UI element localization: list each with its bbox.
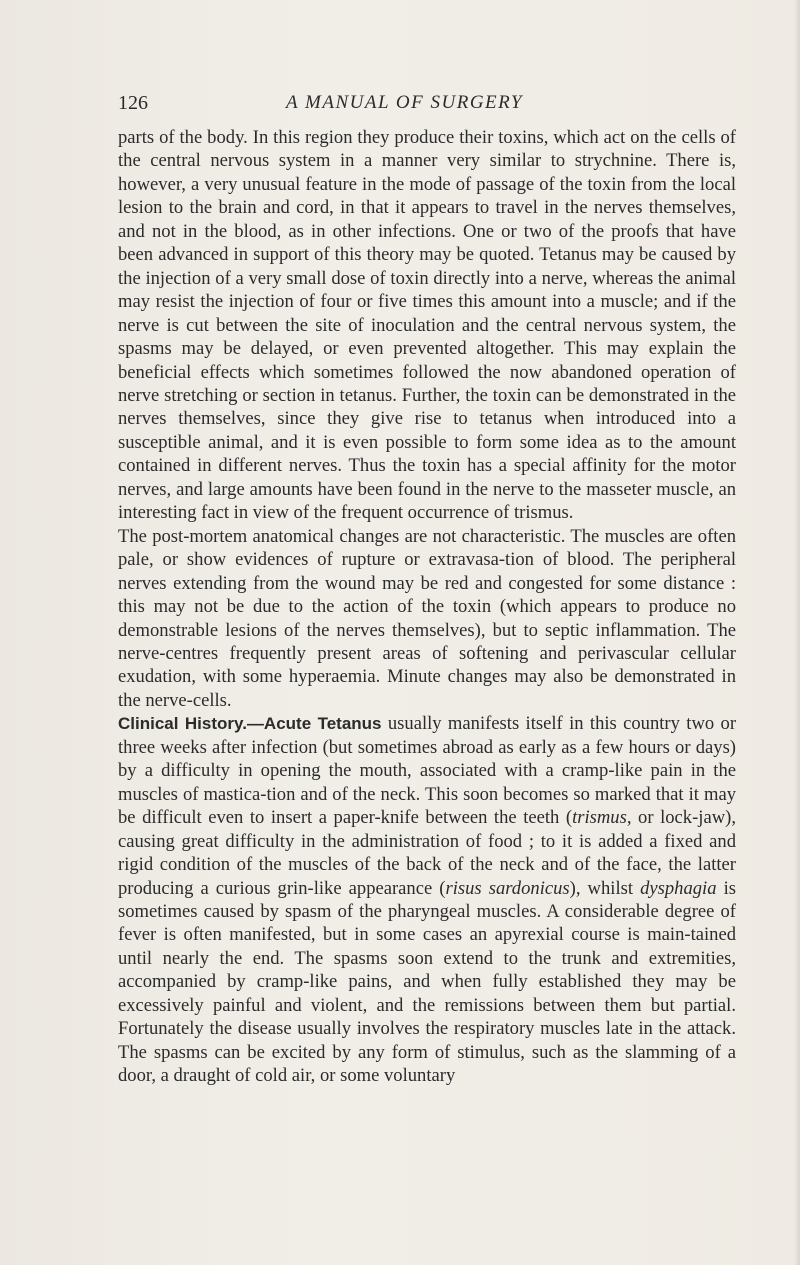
paragraph-toxin-pathway: parts of the body. In this region they produce their toxins, which act on the cells of the central nervous system in a manner very similar to strychnine. There is, however, a very unusual feature in the mode of passage of the toxin from the local lesion to the brain and cord, in that it appears to travel in the nerves themselves, and not in the blood, as in other infections. One or two of the proofs that have been advanced in support of this theory may be quoted. Tetanus may be caused by the injection of a very small dose of toxin directly into a nerve, whereas the animal may resist the injection of four or five times this amount into a muscle; and if the nerve is cut between the site of inoculation and the central nervous system, the spasms may be delayed, or even prevented altogether. This may explain the beneficial effects which sometimes followed the now abandoned operation of nerve stretching or section in tetanus. Further, the toxin can be demonstrated in the nerves themselves, since they give rise to tetanus when introduced into a susceptible animal, and it is even possible to form some idea as to the amount contained in different nerves. Thus the toxin has a special affinity for the motor nerves, and large amounts have been found in the nerve to the masseter muscle, an interesting fact in view of the frequent occurrence of trismus. [118,127,736,524]
paragraph-post-mortem: The post-mortem anatomical changes are not characteristic. The muscles are often pale, or show evidences of rupture or extravasa-tion of blood. The peripheral nerves extending from the wound may be red and congested for some distance : this may not be due to the action of the toxin (which appears to produce no demonstrable lesions of the nerves themselves), but to septic inflammation. The nerve-centres frequently present areas of softening and perivascular cellular exudation, with some hyperaemia. Minute changes may also be demonstrated in the nerve-cells. [118,525,736,711]
text-segment: is sometimes caused by spasm of the pharyngeal muscles. A considerable degree of fever is often manifested, but in some cases an apyrexial course is main-tained until nearly the end. The spasms soon extend to the trunk and extremities, accompanied by cramp-like pains, and when fully established they may be excessively painful and violent, and the remissions between them but partial. Fortunately the disease usually involves the respiratory muscles late in the attack. The spasms can be excited by any form of stimulus, such as the slamming of a door, a draught of cold air, or some voluntary [118,877,736,1087]
body-text [118,126,736,1088]
text-segment: or lock-jaw), causing great difficulty in the administration of food ; to it is added a fixed and rigid condition of the muscles of the back of the neck and of the face, the latter producing a curious grin-like appearance ( [118,807,736,899]
running-title: A MANUAL OF SURGERY [286,92,523,113]
text-segment: usually manifests itself in this country two or three weeks after infection (but sometimes abroad as early as a few hours or days) by a difficulty in opening the mouth, associated with a cramp-like pain in the muscles of mastica-tion and of the neck. This soon becomes so marked that it may be difficult even to insert a paper-knife between the teeth ( [118,713,737,829]
page-edge-shadow [794,0,800,1265]
page-number: 126 [118,92,148,114]
italic-term-risus-sardonicus: risus sardonicus [445,877,570,899]
italic-term-dysphagia: dysphagia [640,877,717,899]
text-segment: ), whilst [569,877,641,899]
italic-term-trismus: trismus, [572,807,632,829]
section-heading-clinical-history: Clinical History.—Acute Tetanus [118,714,382,734]
paragraph-clinical-history [118,712,736,1087]
page-header [118,92,738,118]
